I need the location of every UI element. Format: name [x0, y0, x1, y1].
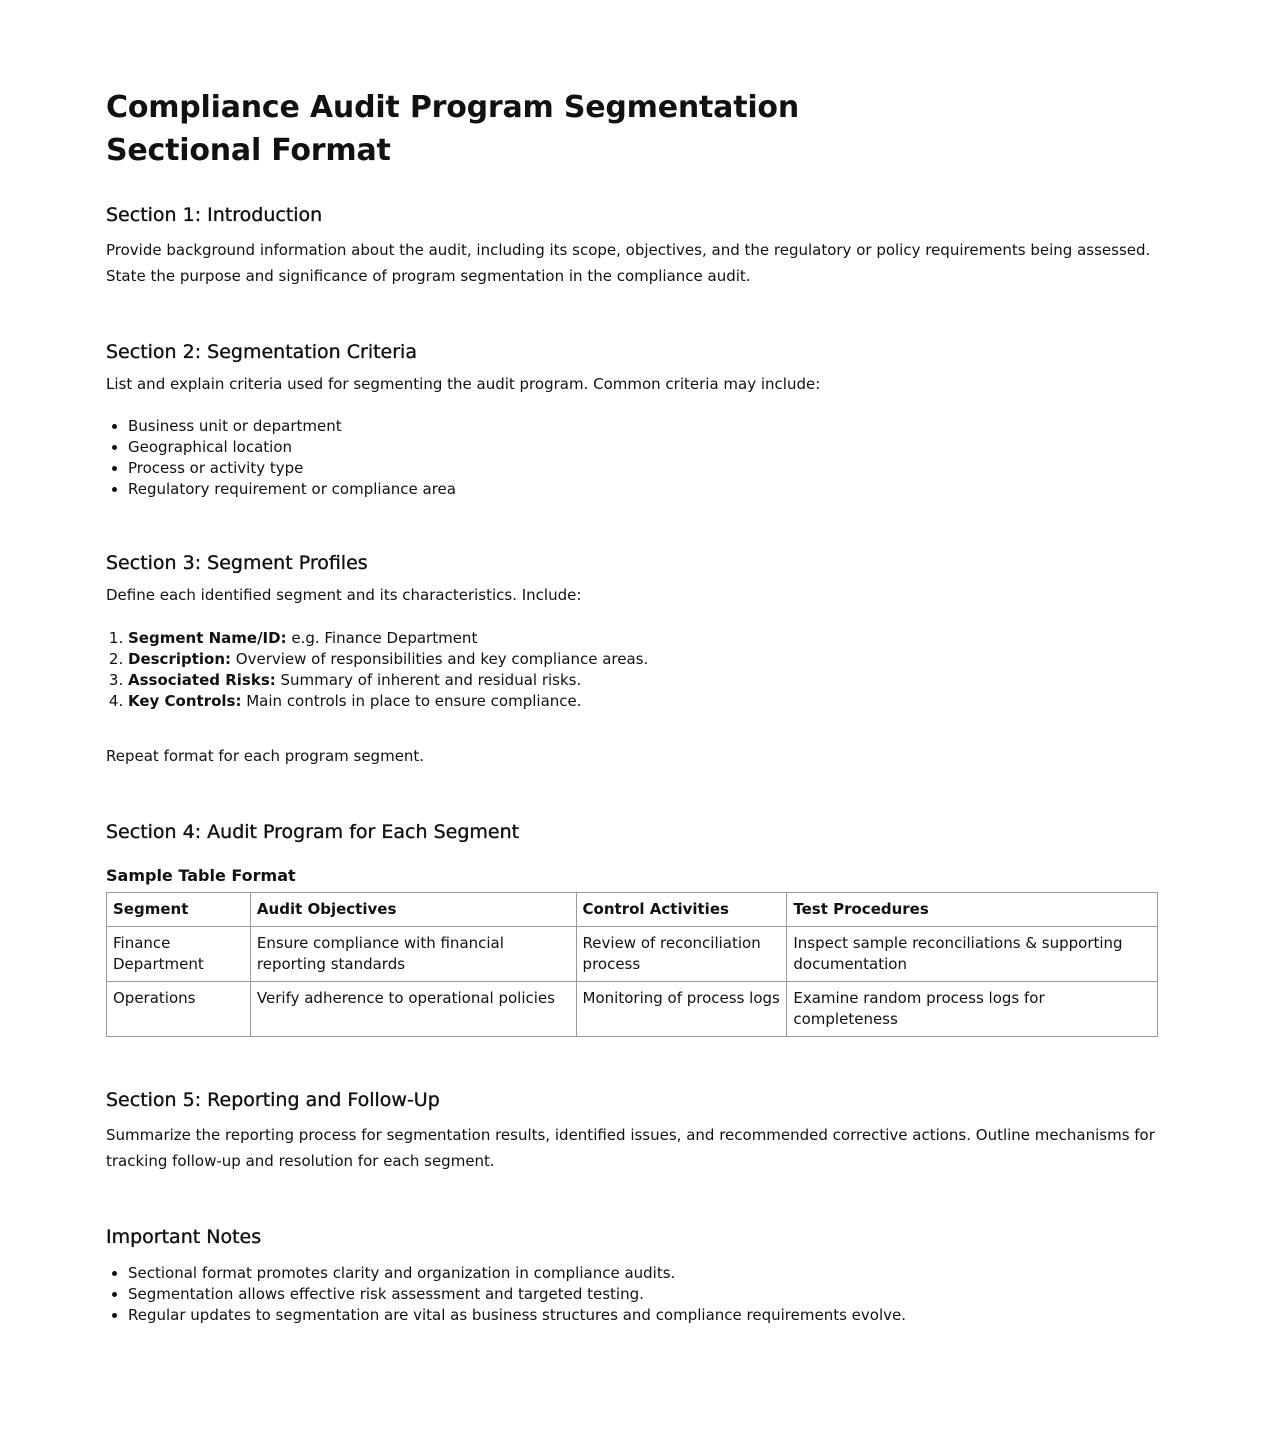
table-cell: Ensure compliance with financial reporting standards	[250, 927, 576, 982]
section-1-heading: Section 1: Introduction	[106, 204, 323, 226]
table-row	[107, 982, 1158, 1037]
list-item: • Regulatory requirement or compliance area	[128, 479, 1158, 500]
list-item: • Geographical location	[128, 437, 1158, 458]
column-header-control-activities: Control Activities	[576, 893, 787, 927]
section-2-intro: List and explain criteria used for segmenting the audit program. Common criteria may include:	[106, 375, 821, 393]
item-text: Overview of responsibilities and key compliance areas.	[231, 650, 649, 668]
item-text: Summary of inherent and residual risks.	[275, 671, 582, 689]
item-label: Description:	[128, 650, 232, 668]
item-label: Key Controls:	[128, 692, 242, 710]
item-label: Segment Name/ID:	[128, 629, 287, 647]
list-item: • Segmentation allows effective risk assessment and targeted testing.	[128, 1284, 1158, 1305]
table-cell: Finance Department	[107, 927, 251, 982]
table-cell: Verify adherence to operational policies	[250, 982, 576, 1037]
section-3-intro: Define each identified segment and its characteristics. Include:	[106, 586, 582, 604]
table-row	[107, 927, 1158, 982]
list-item	[128, 691, 1158, 712]
list-item: • Process or activity type	[128, 458, 1158, 479]
section-1-text: Provide background information about the audit, including its scope, objectives, and the regulatory or policy requirements being assessed. State the purpose and significance of program segmentation in the compliance audit.	[106, 241, 1151, 285]
section-2-heading: Section 2: Segmentation Criteria	[106, 341, 417, 363]
table-cell: Monitoring of process logs	[576, 982, 787, 1037]
section-5-text: Summarize the reporting process for segmentation results, identified issues, and recommended corrective actions. Outline mechanisms for tracking follow-up and resolution for each segment.	[106, 1126, 1155, 1170]
segment-profile-list	[106, 628, 1158, 712]
document-title	[106, 86, 1158, 172]
title-line-2: Sectional Format	[106, 133, 391, 168]
title-line-1: Compliance Audit Program Segmentation	[106, 90, 800, 125]
list-item: • Business unit or department	[128, 416, 1158, 437]
column-header-test-procedures: Test Procedures	[787, 893, 1158, 927]
notes-heading: Important Notes	[106, 1226, 262, 1248]
table-cell: Review of reconciliation process	[576, 927, 787, 982]
criteria-list	[106, 416, 1158, 500]
list-item	[128, 649, 1158, 670]
list-item: • Regular updates to segmentation are vital as business structures and compliance requirements evolve.	[128, 1305, 1158, 1326]
list-item	[128, 628, 1158, 649]
audit-program-table	[106, 892, 1158, 1037]
column-header-segment: Segment	[107, 893, 251, 927]
repeat-note: Repeat format for each program segment.	[106, 747, 425, 765]
section-4-heading: Section 4: Audit Program for Each Segment	[106, 821, 520, 843]
table-caption: Sample Table Format	[106, 866, 296, 885]
list-item: • Sectional format promotes clarity and organization in compliance audits.	[128, 1263, 1158, 1284]
table-header-row	[107, 893, 1158, 927]
column-header-audit-objectives: Audit Objectives	[250, 893, 576, 927]
notes-list	[106, 1263, 1158, 1326]
item-label: Associated Risks:	[128, 671, 276, 689]
table-cell: Examine random process logs for completeness	[787, 982, 1158, 1037]
section-5-heading: Section 5: Reporting and Follow-Up	[106, 1089, 440, 1111]
section-3-heading: Section 3: Segment Profiles	[106, 552, 368, 574]
item-text: e.g. Finance Department	[286, 629, 478, 647]
document-page	[106, 86, 1158, 1324]
item-text: Main controls in place to ensure compliance.	[241, 692, 582, 710]
table-cell: Operations	[107, 982, 251, 1037]
table-cell: Inspect sample reconciliations & supporting documentation	[787, 927, 1158, 982]
list-item	[128, 670, 1158, 691]
